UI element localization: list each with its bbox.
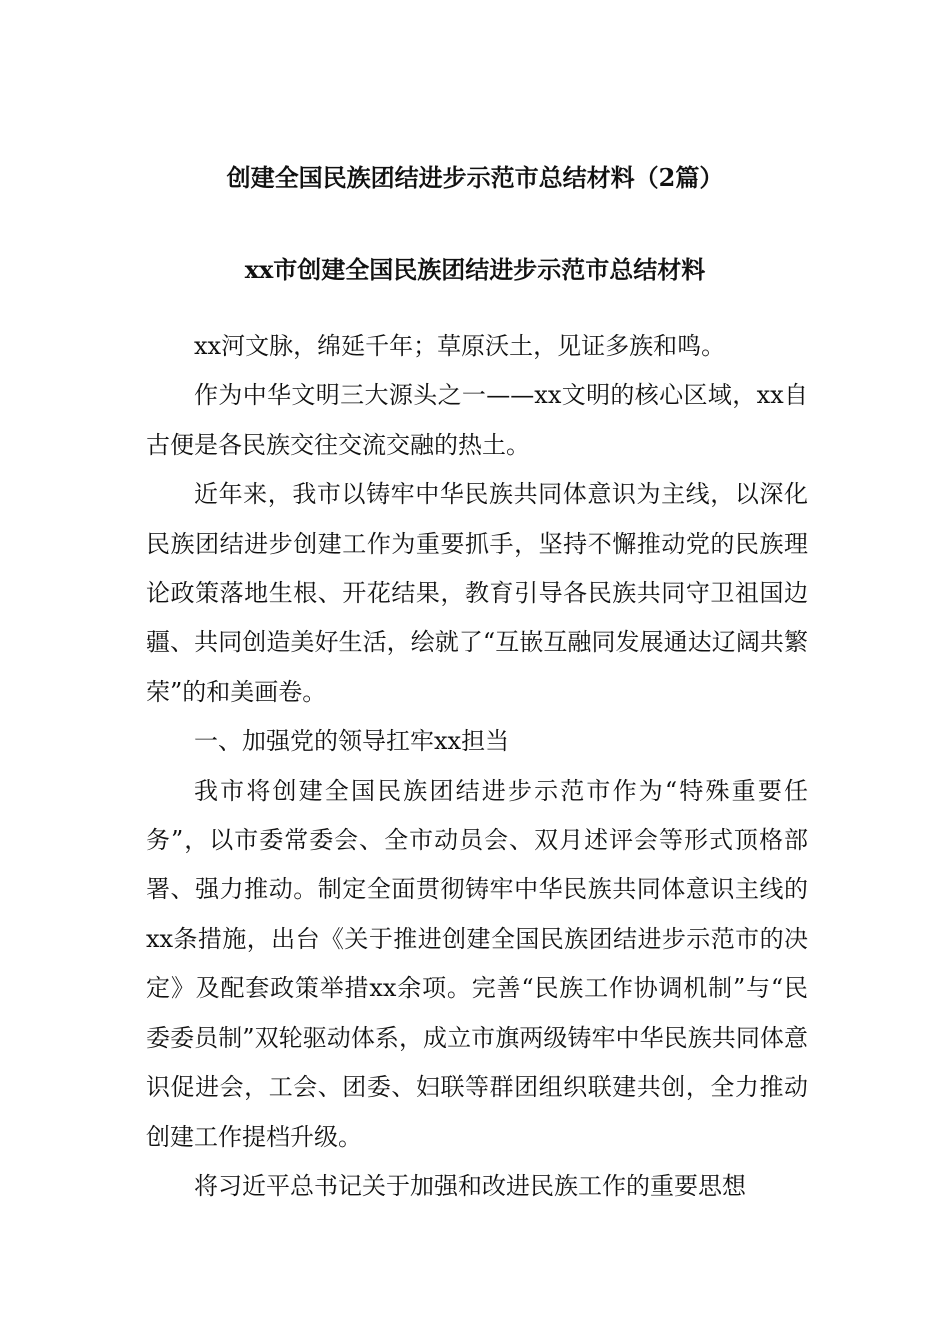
paragraph-party-leadership: 我市将创建全国民族团结进步示范市作为“特殊重要任务”，以市委常委会、全市动员会、双月述评会等形式顶格部署、强力推动。制定全面贯彻铸牢中华民族共同体意识主线的xx条措施，出台《关于推进创建全国民族团结进步示范市的决定》及配套政策举措xx余项。完善“民族工作协调机制”与“民委委员制”双轮驱动体系，成立市旗两级铸牢中华民族共同体意识促进会，工会、团委、妇联等群团组织联建共创，全力推动创建工作提档升级。	[146, 776, 808, 1151]
paragraph-continued: 将习近平总书记关于加强和改进民族工作的重要思想	[194, 1171, 746, 1200]
paragraph-origin: 作为中华文明三大源头之一——xx文明的核心区域，xx自古便是各民族交往交流交融的热土。	[146, 381, 808, 459]
heading-section-one: 一、加强党的领导扛牢xx担当	[194, 727, 510, 756]
document-body	[146, 322, 808, 1211]
paragraph-recent-years: 近年来，我市以铸牢中华民族共同体意识为主线，以深化民族团结进步创建工作为重要抓手，坚持不懈推动党的民族理论政策落地生根、开花结果，教育引导各民族共同守卫祖国边疆、共同创造美好生活，绘就了“互嵌互融同发展通达辽阔共繁荣”的和美画卷。	[146, 480, 808, 706]
section-title: xx市创建全国民族团结进步示范市总结材料	[244, 255, 706, 284]
paragraph-intro: xx河文脉，绵延千年；草原沃土，见证多族和鸣。	[194, 332, 726, 360]
document-title: 创建全国民族团结进步示范市总结材料（2篇）	[226, 163, 724, 192]
